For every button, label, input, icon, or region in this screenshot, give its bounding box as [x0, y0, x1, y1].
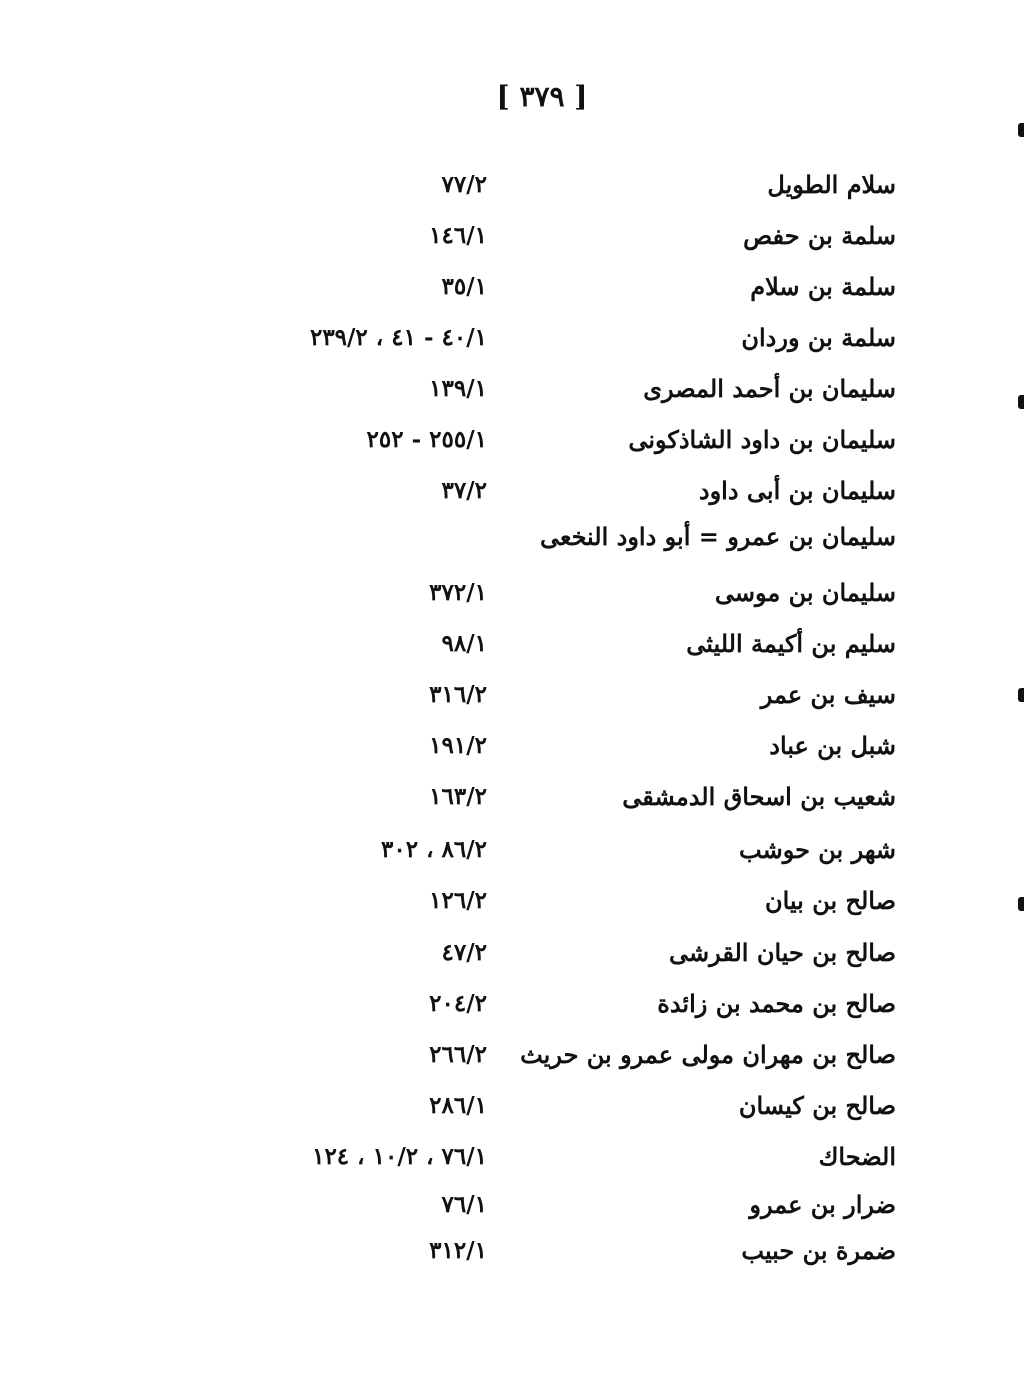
entry-name: سليمان بن موسى	[714, 578, 896, 607]
scan-edge-mark	[1018, 688, 1024, 702]
entry-name: سليمان بن أحمد المصرى	[643, 374, 896, 403]
page-number: [ ٣٧٩ ]	[496, 80, 588, 113]
entry-reference: ٤٠/١ - ٤١ ، ٢٣٩/٢	[309, 324, 487, 351]
index-entry	[0, 264, 1024, 314]
entry-reference: ٨٦/٢ ، ٣٠٢	[381, 836, 487, 863]
entry-reference: ٢٦٦/٢	[429, 1041, 487, 1068]
index-entry	[0, 1134, 1024, 1184]
index-entry	[0, 1083, 1024, 1133]
index-entry	[0, 1228, 1024, 1278]
entry-name: سلمة بن حفص	[743, 221, 896, 250]
entry-reference: ١٣٩/١	[429, 375, 487, 402]
index-entry	[0, 774, 1024, 824]
entry-name: سليمان بن داود الشاذكونى	[628, 425, 896, 454]
entry-reference: ٢٨٦/١	[429, 1092, 487, 1119]
entry-name: سليمان بن عمرو = أبو داود النخعى	[539, 522, 896, 551]
index-entry	[0, 162, 1024, 212]
index-entry	[0, 981, 1024, 1031]
entry-reference: ٩٨/١	[441, 630, 487, 657]
entry-name: الضحاك	[818, 1142, 896, 1171]
entry-name: شعيب بن اسحاق الدمشقى	[622, 782, 896, 811]
entry-name: ضرار بن عمرو	[749, 1190, 896, 1219]
entry-name: سلمة بن سلام	[750, 272, 896, 301]
entry-reference: ٧٦/١ ، ١٠/٢ ، ١٢٤	[312, 1143, 487, 1170]
index-entry	[0, 417, 1024, 467]
index-list	[0, 162, 1024, 1282]
entry-reference: ٤٧/٢	[441, 939, 487, 966]
entry-reference: ٧٧/٢	[441, 171, 487, 198]
entry-name: صالح بن بيان	[764, 886, 896, 915]
entry-name: صالح بن كيسان	[738, 1091, 896, 1120]
index-entry	[0, 514, 1024, 564]
index-entry	[0, 827, 1024, 877]
index-entry	[0, 723, 1024, 773]
scan-edge-mark	[1018, 897, 1024, 911]
entry-name: صالح بن حيان القرشى	[668, 938, 896, 967]
index-entry	[0, 468, 1024, 518]
entry-name: سلام الطويل	[767, 170, 896, 199]
entry-reference: ٣٧/٢	[441, 477, 487, 504]
entry-reference: ١٩١/٢	[429, 732, 487, 759]
index-entry	[0, 1032, 1024, 1082]
entry-name: صالح بن مهران مولى عمرو بن حريث	[520, 1040, 896, 1069]
index-entry	[0, 621, 1024, 671]
entry-reference: ١٦٣/٢	[429, 783, 487, 810]
index-entry	[0, 1182, 1024, 1232]
entry-name: سليم بن أكيمة الليثى	[686, 629, 896, 658]
entry-name: ضمرة بن حبيب	[741, 1236, 896, 1265]
entry-name: سليمان بن أبى داود	[698, 476, 896, 505]
entry-reference: ٣١٦/٢	[429, 681, 487, 708]
entry-reference: ٣٧٢/١	[429, 579, 487, 606]
entry-name: سلمة بن وردان	[741, 323, 896, 352]
entry-name: شبل بن عباد	[769, 731, 896, 760]
index-entry	[0, 930, 1024, 980]
entry-reference: ٧٦/١	[441, 1191, 487, 1218]
index-entry	[0, 315, 1024, 365]
entry-reference: ١٢٦/٢	[429, 887, 487, 914]
index-entry	[0, 878, 1024, 928]
entry-reference: ١٤٦/١	[429, 222, 487, 249]
entry-name: سيف بن عمر	[760, 680, 896, 709]
entry-reference: ٣١٢/١	[429, 1237, 487, 1264]
scan-edge-mark	[1018, 123, 1024, 137]
scan-edge-mark	[1018, 395, 1024, 409]
index-entry	[0, 213, 1024, 263]
entry-name: شهر بن حوشب	[739, 835, 896, 864]
index-entry	[0, 570, 1024, 620]
index-entry	[0, 672, 1024, 722]
index-entry	[0, 366, 1024, 416]
entry-reference: ٣٥/١	[441, 273, 487, 300]
entry-name: صالح بن محمد بن زائدة	[657, 989, 896, 1018]
entry-reference: ٢٥٥/١ - ٢٥٢	[366, 426, 487, 453]
entry-reference: ٢٠٤/٢	[429, 990, 487, 1017]
